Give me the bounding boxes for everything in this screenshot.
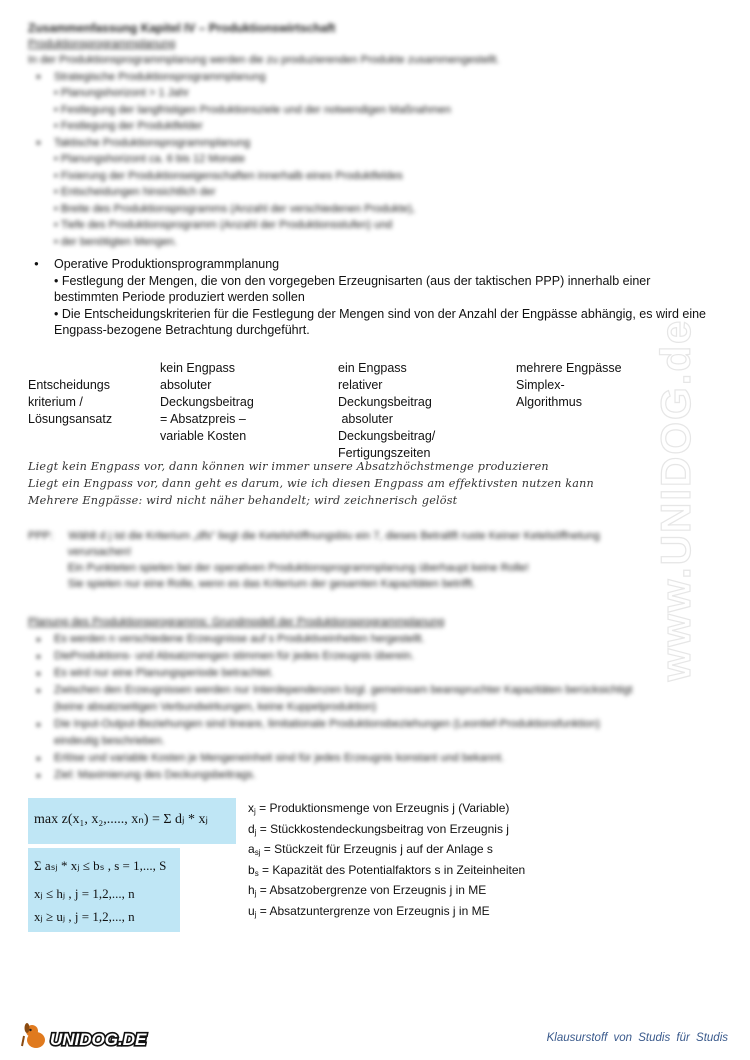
constraint-upper: xⱼ ≤ hⱼ , j = 1,2,..., n bbox=[34, 886, 135, 901]
legend-item bbox=[248, 882, 525, 903]
table-cell: Deckungsbeitrag bbox=[160, 395, 254, 409]
operative-heading: ● Operative Produktionsprogrammplanung bbox=[28, 256, 718, 273]
legend-description: = Produktionsmenge von Erzeugnis j (Variable) bbox=[255, 801, 510, 815]
constraint-lower: xⱼ ≥ uⱼ , j = 1,2,..., n bbox=[34, 909, 135, 924]
legend-description: = Absatzuntergrenze von Erzeugnis j in ME bbox=[256, 903, 490, 918]
operative-section bbox=[28, 256, 718, 339]
blurred-bullets bbox=[28, 631, 718, 784]
blurred-bullet: ● Erlöse und variable Kosten je Mengeneinheit sind für jedes Erzeugnis konstant und bekannt. bbox=[28, 750, 718, 767]
blurred-bullet: ● DieProduktions- und Absatzmengen stimmen für jedes Erzeugnis überein. bbox=[28, 648, 718, 665]
legend-symbol: a bbox=[248, 842, 255, 856]
table-cell: absoluter bbox=[338, 412, 393, 426]
blurred-line: • Tiefe des Produktionsprogramm (Anzahl der Produktionsstufen) und bbox=[54, 219, 393, 231]
legend-symbol: h bbox=[248, 883, 255, 897]
blurred-line: • Entscheidungen hinsichtlich der bbox=[54, 186, 216, 198]
blurred-bullet: eindeutig beschrieben. bbox=[54, 735, 165, 747]
dog-icon bbox=[22, 1023, 45, 1048]
legend-symbol: u bbox=[248, 903, 255, 918]
table-cell: Deckungsbeitrag bbox=[338, 395, 432, 409]
table-cell: = Absatzpreis – bbox=[160, 412, 246, 426]
legend-symbol: x bbox=[248, 801, 254, 815]
table-cell: ein Engpass bbox=[338, 361, 407, 375]
blurred-preview-top bbox=[28, 20, 718, 250]
handwritten-notes bbox=[28, 458, 594, 509]
operative-point: • Festlegung der Mengen, die von den vorgegeben Erzeugnisarten (aus der taktischen PPP) innerhalb einer bbox=[54, 273, 651, 288]
blurred-line: In der Produktionsprogrammplanung werden die zu produzierenden Produkte zusammengestellt. bbox=[28, 54, 500, 66]
legend-description: = Absatzobergrenze von Erzeugnis j in ME bbox=[256, 883, 487, 897]
legend-item bbox=[248, 800, 525, 821]
objective-function: max z(x₁, x₂,....., xₙ) = Σ dⱼ * xⱼ bbox=[34, 812, 208, 827]
table-cell: Lösungsansatz bbox=[28, 412, 113, 426]
table-column-multiple-bottlenecks bbox=[516, 360, 622, 411]
variable-legend bbox=[248, 800, 525, 923]
constraint-capacity: Σ aₛⱼ * xⱼ ≤ bₛ , s = 1,..., S bbox=[34, 858, 167, 873]
table-cell: Entscheidungs bbox=[28, 378, 111, 392]
blurred-line: ● Taktische Produktionsprogrammplanung bbox=[28, 135, 718, 152]
legend-subscript: s bbox=[254, 868, 259, 878]
table-cell: mehrere Engpässe bbox=[516, 361, 622, 375]
blurred-line: Sie spielen nur eine Rolle, wenn es das Kriterium der gesamten Kapazitäten betrifft. bbox=[28, 578, 476, 590]
legend-item bbox=[248, 862, 525, 883]
blurred-lines bbox=[28, 52, 718, 250]
legend-subscript: j bbox=[254, 889, 257, 898]
blurred-line: • Festlegung der langfristigen Produktionsziele und der notwendigen Maßnahmen bbox=[54, 103, 452, 116]
table-cell: kriterium / bbox=[28, 395, 83, 409]
blurred-bullet: ● Es werden n verschiedene Erzeugnisse auf s Produktiveinheiten hergestellt. bbox=[28, 631, 718, 648]
unidog-logo bbox=[22, 1018, 152, 1054]
table-cell: variable Kosten bbox=[160, 429, 247, 443]
document-title: Zusammenfassung Kapitel IV – Produktionswirtschaft bbox=[28, 21, 336, 35]
handwritten-line: Mehrere Engpässe: wird nicht näher behandelt; wird zeichnerisch gelöst bbox=[28, 494, 458, 507]
blurred-line: • Festlegung der Produktfelder bbox=[54, 120, 203, 132]
blurred-line: • Planungshorizont > 1 Jahr bbox=[54, 87, 190, 99]
legend-subscript: j bbox=[254, 807, 256, 816]
legend-symbol: d bbox=[248, 821, 255, 836]
blurred-bullet: (keine absatzseitigen Verbundwirkungen, keine Kuppelproduktion) bbox=[54, 701, 377, 713]
legend-description: = Stückkostendeckungsbeitrag von Erzeugnis j bbox=[256, 821, 509, 836]
table-column-one-bottleneck bbox=[338, 360, 435, 462]
blurred-line: PPP: Wählt d j ist die Kriterium „dfs“ liegt die Ketelshöffnungsbiu ein 7, dieses Betraltft ruste Keiner Ketelsöffnetung bbox=[28, 530, 600, 542]
legend-item bbox=[248, 903, 525, 924]
legend-description: = Kapazität des Potentialfaktors s in Zeiteinheiten bbox=[258, 862, 526, 877]
table-cell: relativer bbox=[338, 378, 383, 392]
legend-symbol: b bbox=[248, 862, 255, 877]
table-cell: kein Engpass bbox=[160, 361, 236, 375]
legend-subscript: sj bbox=[254, 848, 261, 857]
blurred-line: • Breite des Produktionsprogramms (Anzahl der verschiedenen Produkte), bbox=[54, 202, 415, 215]
table-cell: Algorithmus bbox=[516, 395, 582, 409]
operative-point: Engpass-bezogene Betrachtung durchgeführt. bbox=[54, 323, 310, 337]
handwritten-line: Liegt kein Engpass vor, dann können wir immer unsere Absatzhöchstmenge produzieren bbox=[28, 460, 549, 473]
blurred-line: • Fixierung der Produktionseigenschaften innerhalb eines Produktfeldes bbox=[54, 169, 403, 182]
table-cell: absoluter bbox=[160, 378, 212, 392]
watermark-text: www.UNIDOG.de bbox=[652, 318, 699, 682]
blurred-preview-bottom bbox=[28, 614, 718, 784]
blurred-bullet: ● Es wird nur eine Planungsperiode betrachtet. bbox=[28, 665, 718, 682]
blurred-line: ● Strategische Produktionsprogrammplanung bbox=[28, 69, 718, 86]
operative-point: bestimmten Periode produziert werden sollen bbox=[54, 290, 305, 304]
section-subtitle: Produktionsprogrammplanung bbox=[28, 38, 176, 50]
watermark bbox=[652, 280, 720, 720]
blurred-bullet: ● Die Input-Output-Beziehungen sind lineare, limitationale Produktionsbeziehungen (Leontief-Produktionsfunktion) bbox=[28, 716, 718, 733]
logo-text: UNIDOG.DE bbox=[50, 1030, 147, 1049]
blurred-bullet: ● Zwischen den Erzeugnissen werden nur Interdependenzen bzgl. gemeinsam beanspruchter Kapazitäten berücksichtigt bbox=[28, 682, 718, 699]
table-cell: Deckungsbeitrag/ bbox=[338, 429, 436, 443]
footer-tagline: Klausurstoff von Studis für Studis bbox=[546, 1032, 728, 1044]
table-cell: Fertigungszeiten bbox=[338, 446, 431, 460]
table-cell: Simplex- bbox=[516, 378, 565, 392]
blurred-line: verursachen! bbox=[28, 546, 132, 558]
blurred-preview-middle bbox=[28, 528, 718, 592]
handwritten-line: Liegt ein Engpass vor, dann geht es darum, wie ich diesen Engpass am effektivsten nutzen kann bbox=[28, 477, 594, 490]
blurred-line: Ein Punkteten spielen bei der operativen Produktionsprogrammplanung überhaupt keine Rolle! bbox=[28, 562, 529, 574]
operative-point: • Die Entscheidungskriterien für die Festlegung der Mengen sind von der Anzahl der Engpässe abhängig, es wird eine bbox=[54, 306, 706, 321]
legend-item bbox=[248, 821, 525, 842]
constraints-box bbox=[28, 848, 180, 932]
blurred-line: • Planungshorizont ca. 6 bis 12 Monate bbox=[54, 153, 245, 165]
table-row-label bbox=[28, 360, 112, 428]
legend-description: = Stückzeit für Erzeugnis j auf der Anlage s bbox=[260, 842, 493, 856]
blurred-heading: Planung des Produktionsprogramms: Grundmodell der Produktionsprogrammplanung bbox=[28, 616, 445, 628]
blurred-line: • der benötigten Mengen. bbox=[54, 235, 178, 248]
legend-subscript: j bbox=[254, 909, 257, 919]
legend-subscript: j bbox=[254, 827, 257, 837]
table-column-no-bottleneck bbox=[160, 360, 254, 445]
objective-function-box bbox=[28, 798, 236, 844]
table-cell bbox=[28, 360, 112, 377]
blurred-bullet: ● Ziel: Maximierung des Deckungsbeitrags. bbox=[28, 767, 718, 784]
legend-item bbox=[248, 841, 525, 862]
